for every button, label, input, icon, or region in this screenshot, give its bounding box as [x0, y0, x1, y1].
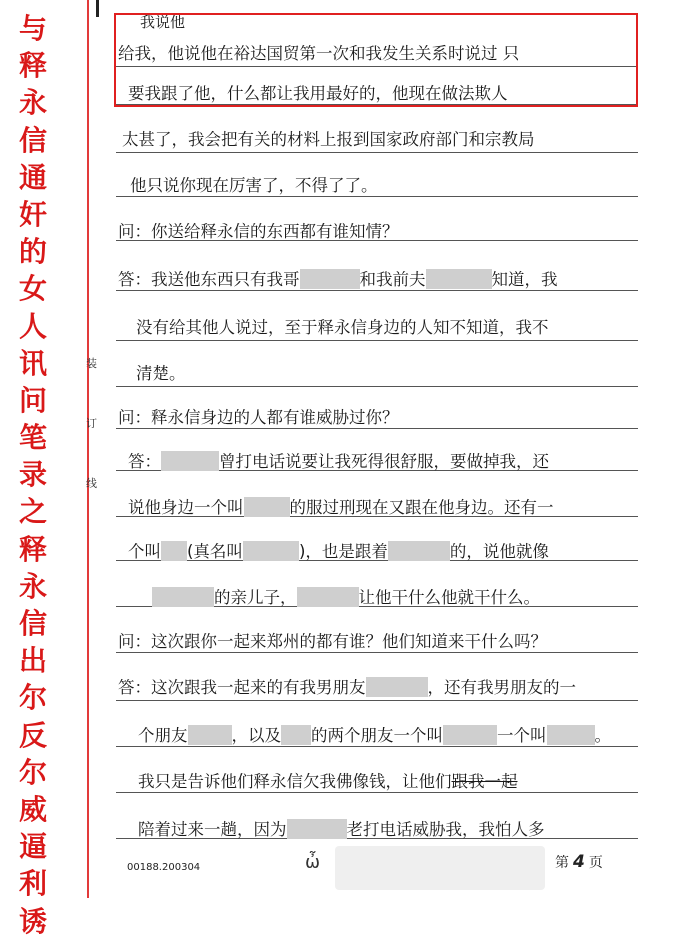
line-segment: 的服过刑现在又跟在他身边。还有一	[289, 498, 554, 517]
line-segment: 给我	[118, 44, 151, 63]
line-segment: 答：这次跟我一起来的有我男朋友	[118, 678, 366, 697]
binding-line	[87, 0, 89, 898]
line-segment: 问：你送给释永信的东西都有谁知情？	[118, 222, 399, 241]
line-segment: 。	[594, 726, 611, 745]
line-segment: ，他说他在裕达国贸第一次和我发生关系时说过 只	[151, 44, 520, 63]
transcript-line	[118, 628, 547, 652]
struck-text: 跟我一起	[451, 772, 518, 791]
ruled-line	[116, 196, 638, 197]
ruled-line	[116, 152, 638, 153]
transcript-line	[138, 722, 611, 746]
line-segment: 的两个朋友一个叫	[311, 726, 443, 745]
transcript-line	[118, 674, 576, 698]
line-segment: 曾打电话说要让我死得很舒服，要做掉我，还	[219, 452, 549, 471]
line-segment: ，还有我男朋友的一	[427, 678, 576, 697]
side-title-char: 出	[18, 644, 47, 678]
side-title-char: 信	[18, 123, 47, 157]
line-segment: 的，说他就像	[449, 542, 549, 561]
side-title-char: 之	[18, 495, 47, 529]
line-segment: )，也是跟着	[298, 542, 388, 561]
ruled-line	[116, 792, 638, 793]
line-segment: 他只说你现在厉害了，不得了了。	[130, 176, 378, 195]
binding-label-xian: 线	[86, 477, 97, 490]
redaction-block	[244, 497, 290, 517]
binding-label-ding: 订	[86, 417, 97, 430]
side-title-char: 女	[18, 272, 47, 306]
line-segment: 答：我送他东西只有我哥	[118, 270, 300, 289]
redaction-block	[297, 587, 359, 607]
transcript-line	[118, 218, 399, 242]
line-segment: 太甚了，我会把有关的材料上报到国家政府部门和宗教局	[122, 130, 535, 149]
side-title-char: 尔	[18, 755, 47, 789]
line-segment: 个叫	[128, 542, 161, 561]
side-title-char: 永	[18, 569, 47, 603]
line-segment: 知道，我	[491, 270, 558, 289]
transcript-line	[128, 494, 554, 518]
line-segment: 清楚。	[136, 364, 186, 383]
line-segment: 要我跟了他，什么都让我用最好的，他现在做法欺人	[128, 84, 508, 103]
ruled-line	[116, 652, 638, 653]
side-title-char: 释	[18, 532, 47, 566]
page-prefix: 第	[555, 855, 569, 871]
line-segment: 老打电话威胁我，我怕人多	[346, 820, 545, 839]
transcript-line	[118, 266, 558, 290]
binding-label-zhuang: 装	[86, 357, 97, 370]
line-segment: 我只是告诉他们释永信欠我佛像钱，让他们	[138, 772, 452, 791]
side-title-char: 奸	[18, 197, 47, 231]
side-title-char: 反	[18, 718, 47, 752]
side-title-char: 永	[18, 86, 47, 120]
side-title-char: 释	[18, 49, 47, 83]
redaction-block	[161, 451, 219, 471]
redaction-block	[188, 725, 232, 745]
line-segment: (真名叫	[187, 542, 243, 561]
transcript-line	[152, 584, 540, 608]
ruled-line	[116, 700, 638, 701]
side-title-char: 讯	[18, 346, 47, 380]
line-segment: 问：释永信身边的人都有谁威胁过你？	[118, 408, 399, 427]
redaction-block	[287, 819, 347, 839]
redaction-block	[547, 725, 595, 745]
ruled-line	[116, 428, 638, 429]
redaction-block	[426, 269, 492, 289]
redaction-block	[443, 725, 497, 745]
ruled-line	[116, 290, 638, 291]
side-title-char: 逼	[18, 830, 47, 864]
transcript-line	[128, 448, 549, 472]
side-title-char: 与	[18, 12, 47, 45]
line-segment: 说他身边一个叫	[128, 498, 244, 517]
redaction-block	[161, 541, 187, 561]
transcript-line	[136, 360, 186, 384]
transcript-line	[138, 768, 518, 792]
line-segment: 陪着过来一趟，因为	[138, 820, 287, 839]
document-code: 00188.200304	[127, 862, 201, 873]
redaction-block	[281, 725, 311, 745]
side-title-char: 人	[18, 309, 47, 343]
highlight-box	[114, 13, 638, 107]
transcript-line	[138, 816, 545, 840]
side-title-char: 的	[18, 235, 47, 269]
page-number-value: 4	[573, 852, 585, 872]
ruled-line	[116, 386, 638, 387]
side-title-char: 信	[18, 607, 47, 640]
line-segment: 个朋友	[138, 726, 188, 745]
side-title-char: 笔	[18, 421, 47, 455]
line-segment: 和我前夫	[359, 270, 426, 289]
redaction-block	[243, 541, 299, 561]
side-title-char: 威	[18, 792, 47, 826]
redaction-block	[152, 587, 214, 607]
line-segment: 问：这次跟你一起来郑州的都有谁？他们知道来干什么吗？	[118, 632, 547, 651]
watermark-blur	[335, 846, 545, 890]
side-title-char: 问	[18, 383, 47, 417]
line-segment: 的亲儿子，	[214, 588, 297, 607]
side-title-char: 诱	[18, 904, 47, 938]
side-title-char: 通	[18, 160, 47, 194]
transcript-line	[128, 538, 549, 562]
redaction-block	[388, 541, 450, 561]
transcript-line	[122, 126, 535, 150]
transcript-line	[118, 404, 399, 428]
top-tick-mark	[96, 0, 99, 17]
side-title	[4, 10, 62, 940]
header-note: 我说他	[140, 13, 186, 31]
page-number	[555, 852, 603, 872]
transcript-line	[136, 314, 549, 338]
ruled-line	[116, 340, 638, 341]
ruled-line	[116, 746, 638, 747]
side-title-char: 录	[18, 458, 47, 492]
side-title-char: 尔	[18, 681, 47, 715]
line-segment: 让他干什么他就干什么。	[358, 588, 540, 607]
redaction-block	[300, 269, 360, 289]
line-segment: ，以及	[231, 726, 281, 745]
signature-scribble: ὦ	[305, 852, 321, 873]
transcript-line	[130, 172, 378, 196]
redaction-block	[366, 677, 428, 697]
line-segment: 一个叫	[497, 726, 547, 745]
page-suffix: 页	[588, 855, 603, 871]
side-title-char: 利	[18, 867, 47, 901]
line-segment: 没有给其他人说过，至于释永信身边的人知不知道，我不	[136, 318, 549, 337]
line-segment: 答：	[128, 452, 161, 471]
